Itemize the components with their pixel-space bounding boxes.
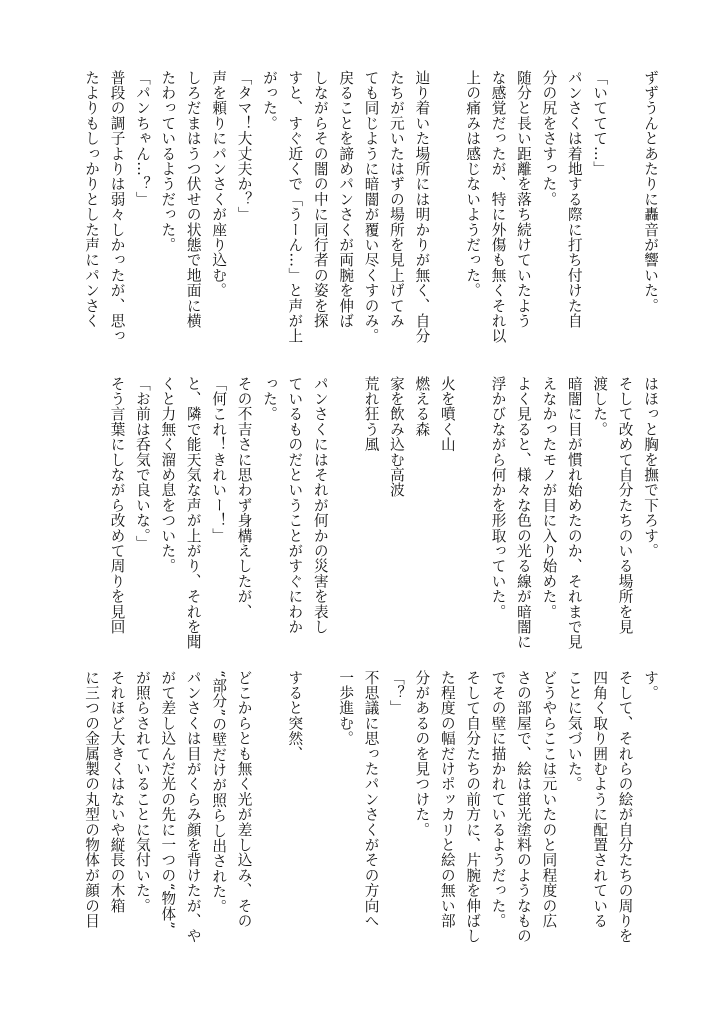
text-line: 「パンちゃん…？」 xyxy=(133,70,151,207)
paragraph-gap xyxy=(460,376,485,652)
text-line: 分の尻をさすった。 xyxy=(540,70,558,207)
paragraph-gap xyxy=(434,70,459,346)
paragraph-gap xyxy=(307,670,332,954)
text-line: ても同じように暗闇が覆い尽くすのみ。 xyxy=(362,70,380,344)
text-line: すと、すぐ近くで「うーん…」と声が上 xyxy=(286,70,304,344)
paragraph-gap xyxy=(257,670,282,954)
text-line: すると突然、 xyxy=(286,670,304,762)
text-line: たちが元いたはずの場所を見上げてみ xyxy=(387,70,405,329)
text-line: 「タマ！大丈夫か？」 xyxy=(235,70,253,222)
text-line: 「いててて…」 xyxy=(591,70,609,177)
text-line: った。 xyxy=(260,376,278,422)
text-line: 声を頼りにパンさくが座り込む。 xyxy=(210,70,228,298)
text-line: 「？」 xyxy=(387,670,405,716)
text-line: そして改めて自分たちのいる場所を見 xyxy=(616,376,634,635)
text-line: と、隣で能天気な声が上がり、それを聞 xyxy=(184,376,202,650)
text-line: しろだまはうつ伏せの状態で地面に横 xyxy=(184,70,202,329)
text-line: 「何これ！きれいー！」 xyxy=(210,376,228,544)
text-line: 普段の調子よりは弱々しかったが、思っ xyxy=(108,70,126,344)
text-line: 火を噴く山 xyxy=(438,376,456,452)
text-line: す。 xyxy=(642,670,659,701)
text-line: どうやらここは元いたのと同程度の広 xyxy=(540,670,558,929)
text-line: 戻ることを諦めパンさくが両腕を伸ば xyxy=(337,70,355,329)
text-tier-bottom xyxy=(63,670,663,954)
text-line: 浮かびながら何かを形取っていた。 xyxy=(489,376,507,620)
paragraph-gap xyxy=(612,70,637,346)
text-line: “部分”の壁だけが照らし出された。 xyxy=(210,670,228,915)
text-line: 分があるのを見つけた。 xyxy=(413,670,431,838)
text-line: そう言葉にしながら改めて周りを見回 xyxy=(108,376,126,635)
text-line: た程度の幅だけポッカリと絵の無い部 xyxy=(438,670,456,929)
text-line: 辿り着いた場所には明かりが無く、自分 xyxy=(413,70,431,344)
text-line: がった。 xyxy=(260,70,278,131)
text-line: 「お前は呑気で良いな。」 xyxy=(133,376,151,552)
text-tier-top xyxy=(63,70,663,346)
paragraph-gap xyxy=(333,376,358,652)
text-line: 不思議に思ったパンさくがその方向へ xyxy=(362,670,380,929)
text-line: 暗闇に目が慣れ始めたのか、それまで見 xyxy=(565,376,583,650)
text-line: たわっているようだった。 xyxy=(159,70,177,253)
text-line: な感覚だったが、特に外傷も無くそれ以 xyxy=(489,70,507,344)
text-line: がて差し込んだ光の先に一つの“物体” xyxy=(159,670,177,930)
text-line: 一歩進む。 xyxy=(337,670,355,746)
text-line: パンさくは目がくらみ顔を背けたが、や xyxy=(184,670,202,944)
text-line: そして、それらの絵が自分たちの周りを xyxy=(616,670,634,944)
text-line: でその壁に描かれているようだった。 xyxy=(489,670,507,929)
text-line: えなかったモノが目に入り始めた。 xyxy=(540,376,558,620)
text-line: 燃える森 xyxy=(413,376,431,437)
text-line: ことに気づいた。 xyxy=(565,670,583,792)
text-line: くと力無く溜め息をついた。 xyxy=(159,376,177,574)
text-line: ているものだということがすぐにわか xyxy=(286,376,304,635)
text-line: 家を飲み込む高波 xyxy=(387,376,405,498)
text-line: パンさくは着地する際に打ち付けた自 xyxy=(565,70,583,329)
text-line: さの部屋で、絵は蛍光塗料のようなもの xyxy=(514,670,532,944)
text-line: パンさくにはそれが何かの災害を表し xyxy=(311,376,329,635)
text-tier-middle xyxy=(63,376,663,652)
text-line: そして自分たちの前方に、片腕を伸ばし xyxy=(464,670,482,944)
text-line: その不吉さに思わず身構えしたが、 xyxy=(235,376,253,620)
text-line: たよりもしっかりとした声にパンさく xyxy=(83,70,101,329)
text-line: どこからとも無く光が差し込み、その xyxy=(235,670,253,929)
text-line: に三つの金属製の丸型の物体が顔の目 xyxy=(83,670,101,929)
text-line: 随分と長い距離を落ち続けていたよう xyxy=(514,70,532,329)
text-line: しながらその闇の中に同行者の姿を探 xyxy=(311,70,329,329)
text-line: 渡した。 xyxy=(591,376,609,437)
text-line: 上の痛みは感じないようだった。 xyxy=(464,70,482,298)
text-line: 四角く取り囲むように配置されている xyxy=(591,670,609,929)
text-line: はほっと胸を撫で下ろす。 xyxy=(642,376,659,559)
text-line: よく見ると、様々な色の光る線が暗闇に xyxy=(514,376,532,650)
text-line: が照らされていることに気付いた。 xyxy=(133,670,151,914)
text-line: 荒れ狂う風 xyxy=(362,376,380,452)
text-line: ずずうんとあたりに轟音が響いた。 xyxy=(642,70,659,314)
text-line: それほど大きくはないや縦長の木箱 xyxy=(108,670,126,914)
